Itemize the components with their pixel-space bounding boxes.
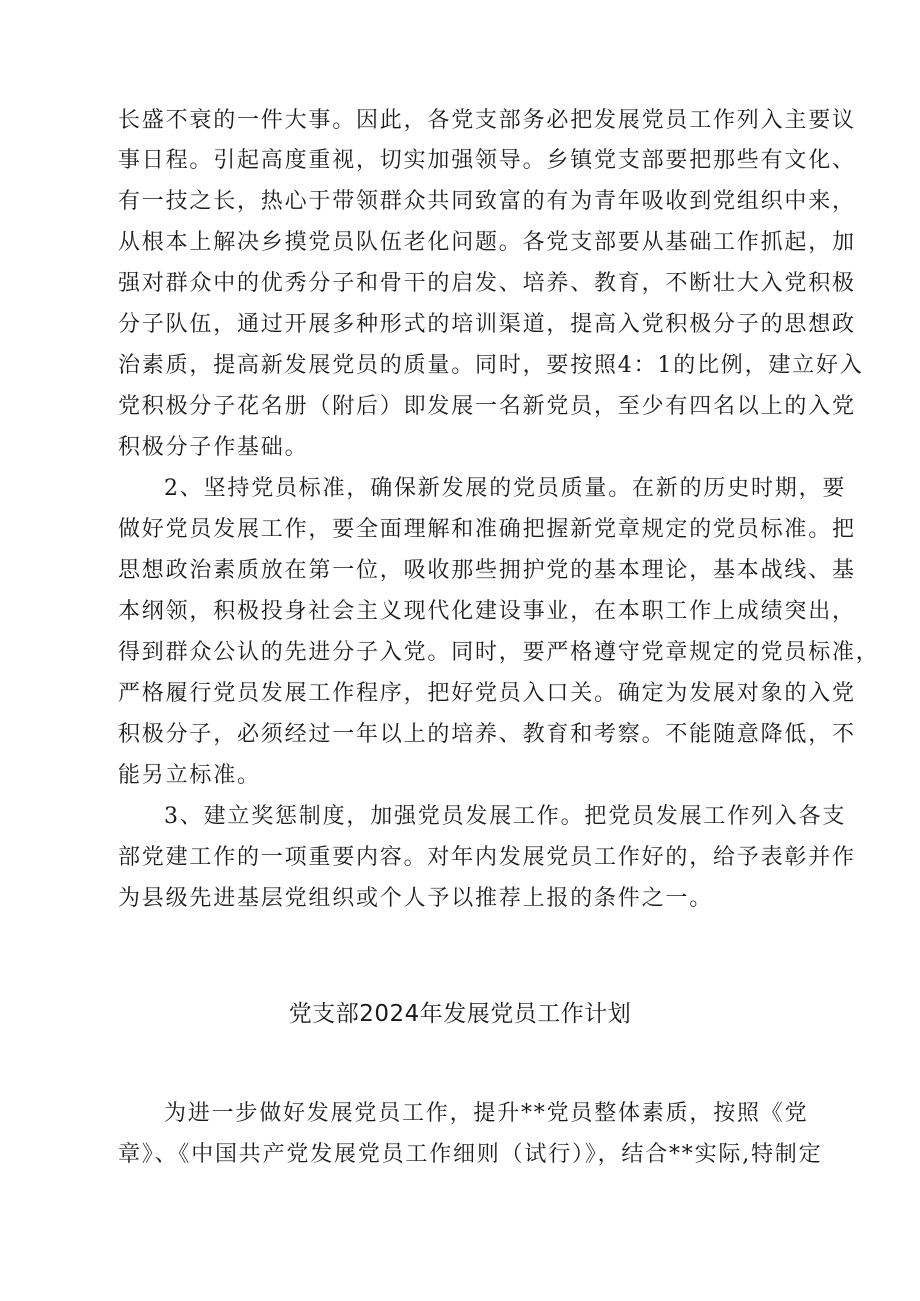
paragraph-line: 为进一步做好发展党员工作，提升**党员整体素质，按照《党 [164,1101,809,1126]
paragraph-line: 治素质，提高新发展党员的质量。同时，要按照4：1的比例，建立好入 [118,353,864,378]
paragraph-line: 做好党员发展工作，要全面理解和准确把握新党章规定的党员标准。把 [118,517,856,542]
paragraph-line: 有一技之长，热心于带领群众共同致富的有为青年吸收到党组织中来， [118,189,856,214]
paragraph-line: 党积极分子花名册（附后）即发展一名新党员，至少有四名以上的入党 [118,394,856,419]
paragraph-line: 分子队伍，通过开展多种形式的培训渠道，提高入党积极分子的思想政 [118,312,856,337]
paragraph-line: 长盛不衰的一件大事。因此，各党支部务必把发展党员工作列入主要议 [118,108,856,133]
paragraph-line: 严格履行党员发展工作程序，把好党员入口关。确定为发展对象的入党 [118,681,856,706]
paragraph-line: 3、建立奖惩制度，加强党员发展工作。把党员发展工作列入各支 [164,804,847,829]
paragraph-line: 本纲领，积极投身社会主义现代化建设事业，在本职工作上成绩突出， [118,599,856,624]
paragraph-line: 为县级先进基层党组织或个人予以推荐上报的条件之一。 [118,886,714,911]
paragraph-line: 强对群众中的优秀分子和骨干的启发、培养、教育，不断壮大入党积极 [118,271,856,296]
paragraph-line: 思想政治素质放在第一位，吸收那些拥护党的基本理论，基本战线、基 [118,558,856,583]
paragraph-line: 积极分子作基础。 [118,435,309,460]
paragraph-line: 从根本上解决乡摸党员队伍老化问题。各党支部要从基础工作抓起，加 [118,230,856,255]
paragraph-line: 积极分子，必须经过一年以上的培养、教育和考察。不能随意降低，不 [118,722,856,747]
paragraph-line: 能另立标准。 [118,763,261,788]
paragraph-line: 2、坚持党员标准，确保新发展的党员质量。在新的历史时期，要 [164,476,847,501]
paragraph-line: 事日程。引起高度重视，切实加强领导。乡镇党支部要把那些有文化、 [118,148,856,173]
paragraph-line: 部党建工作的一项重要内容。对年内发展党员工作好的，给予表彰并作 [118,845,856,870]
paragraph-line: 得到群众公认的先进分子入党。同时，要严格遵守党章规定的党员标准， [118,640,880,665]
document-title: 党支部2024年发展党员工作计划 [288,1001,632,1027]
paragraph-line: 章》、《中国共产党发展党员工作细则（试行）》，结合**实际,特制定 [118,1142,823,1167]
